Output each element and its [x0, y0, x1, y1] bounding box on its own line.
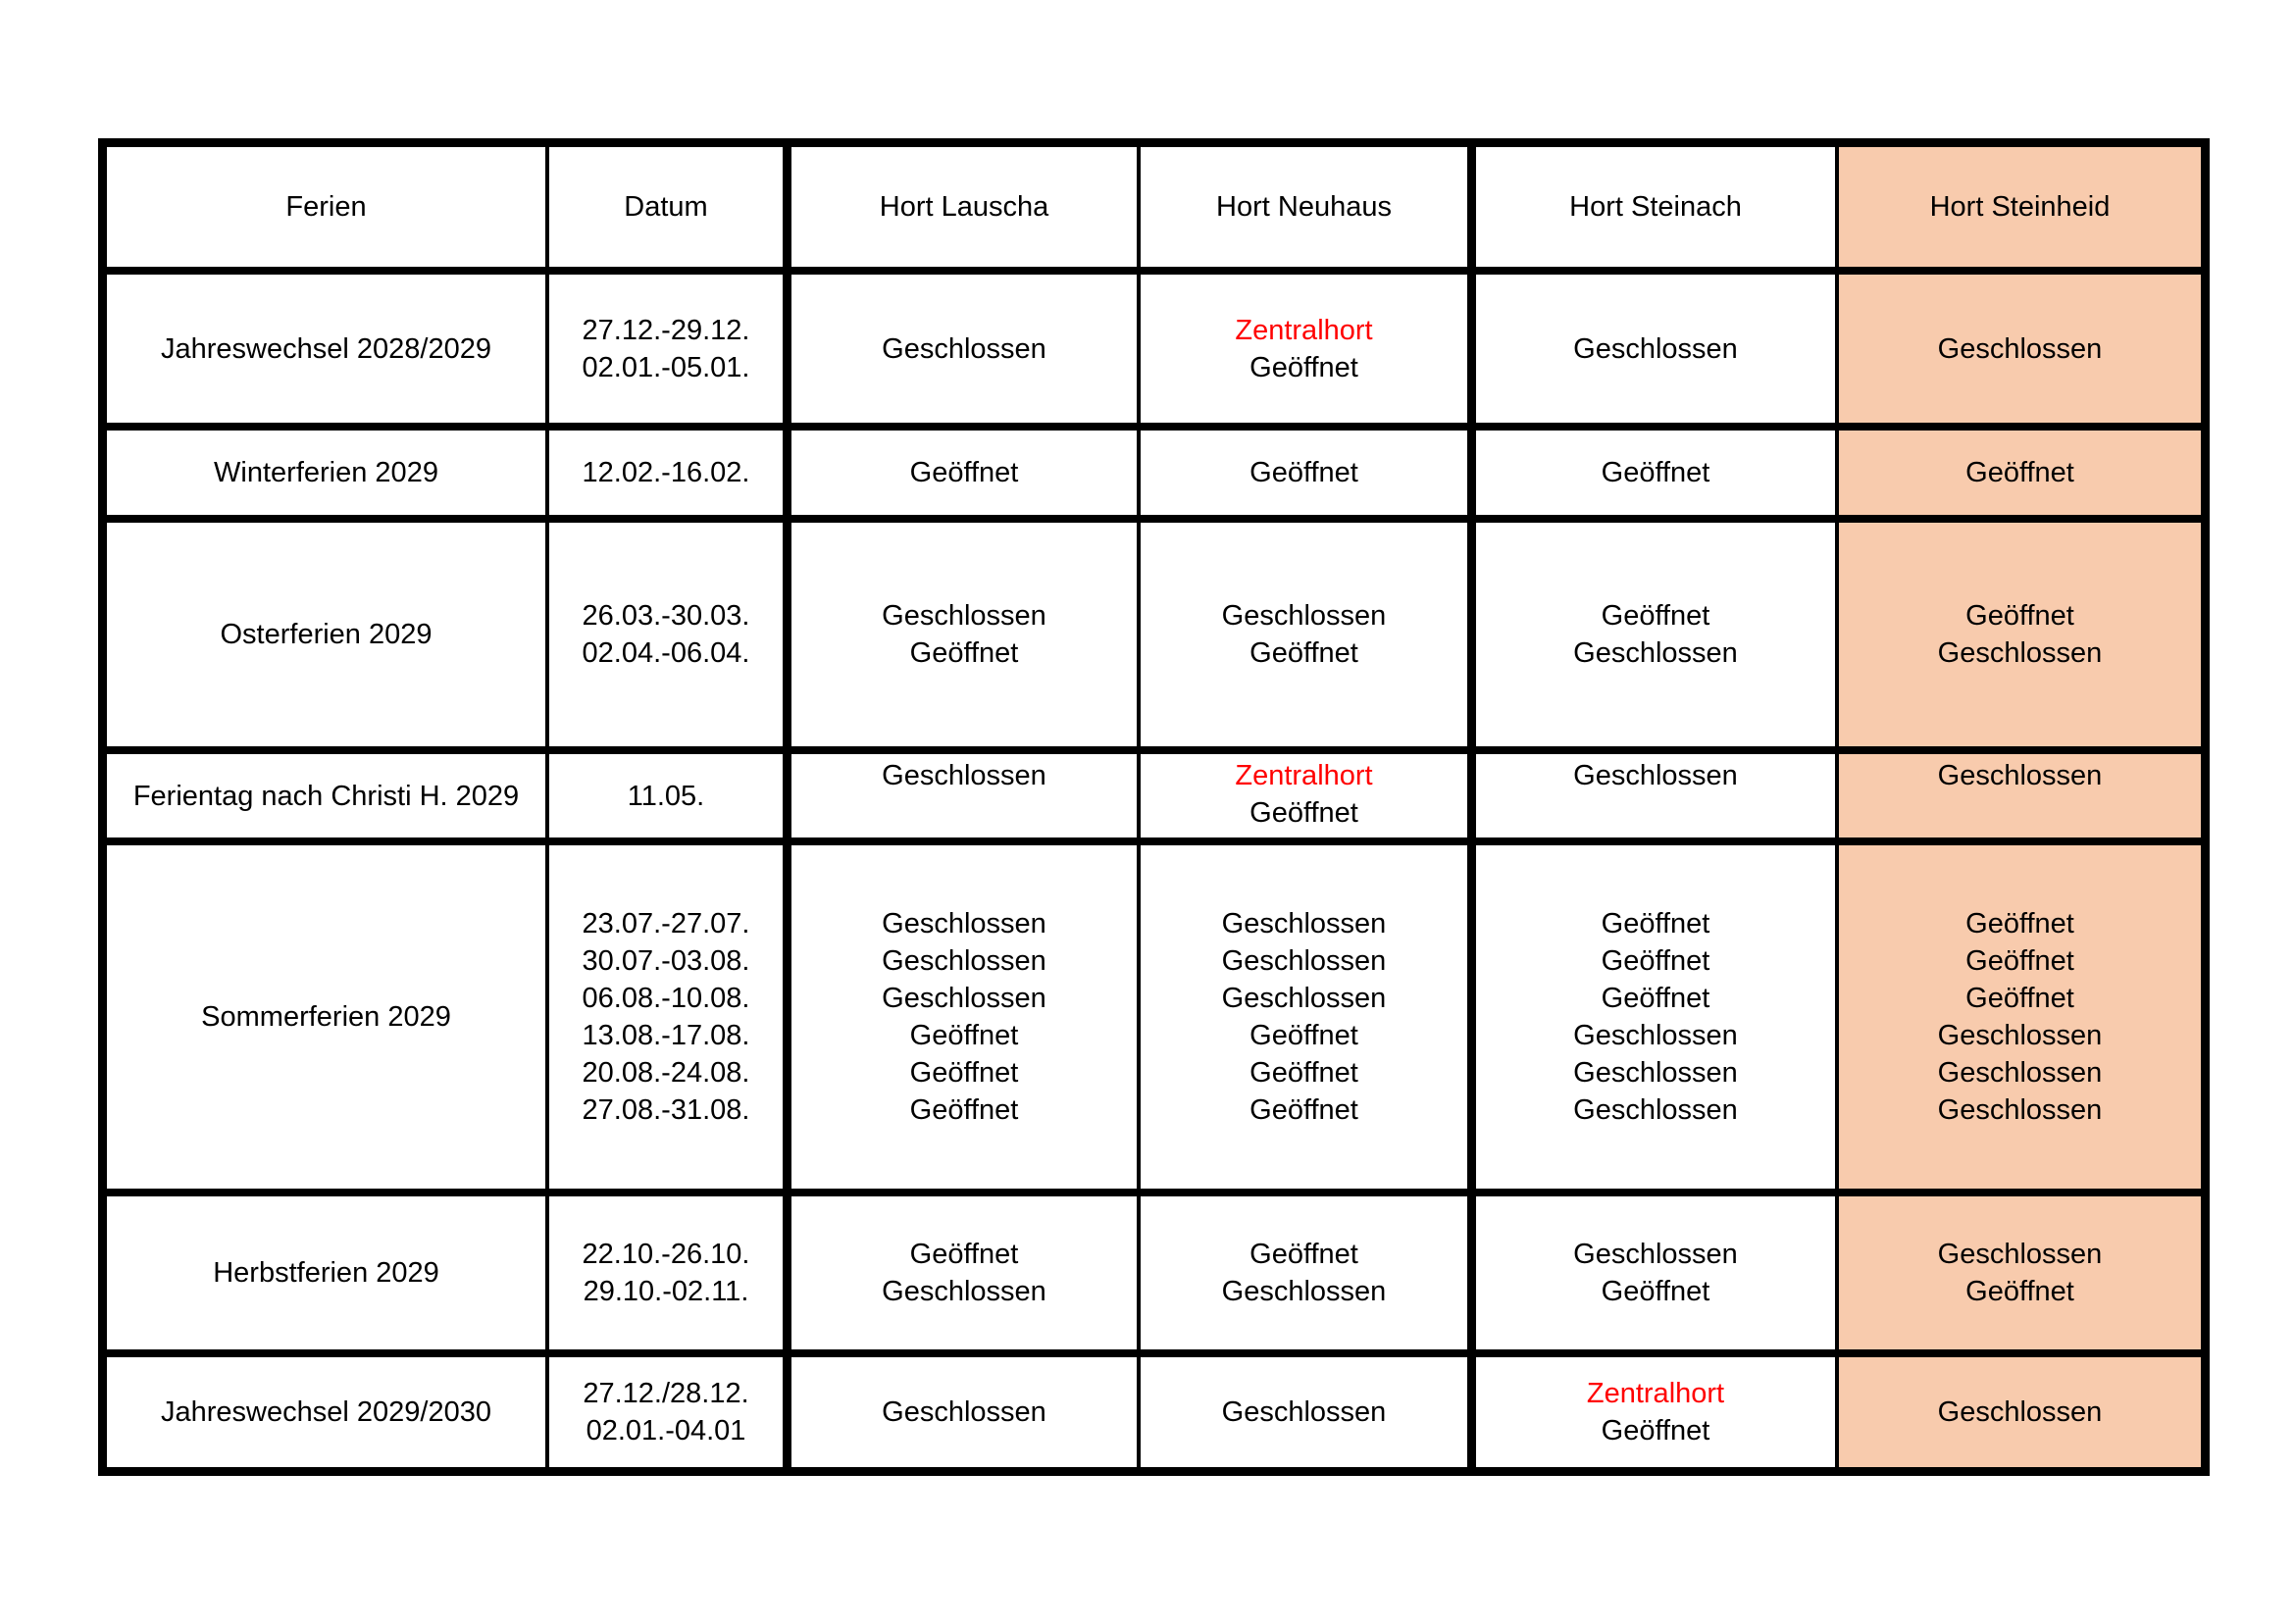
- cell-hort-steinach: [1476, 523, 1839, 754]
- cell-hort-steinach: [1476, 1196, 1839, 1357]
- cell-hort-lauscha: [791, 1357, 1141, 1467]
- status-line: Geöffnet: [909, 1020, 1019, 1051]
- cell-hort-lauscha: [791, 431, 1141, 523]
- cell-hort-steinach: [1476, 431, 1839, 523]
- cell-hort-steinheid: [1839, 275, 2201, 431]
- cell-hort-lauscha: [791, 1196, 1141, 1357]
- cell-hort-steinach: [1476, 1357, 1839, 1467]
- ferien-label: Jahreswechsel 2028/2029: [161, 332, 491, 365]
- column-header-hort-steinach: [1476, 147, 1839, 275]
- column-header-ferien: [107, 147, 549, 275]
- cell-datum: [549, 431, 791, 523]
- cell-hort-lauscha: [791, 275, 1141, 431]
- status-line: Geöffnet: [1601, 600, 1710, 632]
- status-line: Geschlossen: [1937, 1020, 2103, 1051]
- status-line: Geöffnet: [1601, 1276, 1710, 1307]
- datum-line: 13.08.-17.08.: [582, 1020, 750, 1051]
- cell-hort-steinach: [1476, 845, 1839, 1196]
- status-line: Geschlossen: [1573, 1239, 1738, 1270]
- datum-line: 06.08.-10.08.: [582, 983, 750, 1014]
- status-line: Geöffnet: [1965, 457, 2074, 488]
- cell-ferien: [107, 1196, 549, 1357]
- cell-hort-neuhaus: [1141, 431, 1476, 523]
- ferien-label: Ferientag nach Christi H. 2029: [132, 780, 520, 812]
- status-line: Geöffnet: [1601, 983, 1710, 1014]
- status-line: Geschlossen: [882, 332, 1046, 365]
- column-header-hort-steinheid: [1839, 147, 2201, 275]
- column-header-label: Hort Steinheid: [1929, 191, 2111, 223]
- cell-ferien: [107, 845, 549, 1196]
- status-line: Geschlossen: [1221, 1396, 1387, 1428]
- datum-line: 27.08.-31.08.: [582, 1094, 750, 1126]
- status-line: Geschlossen: [882, 760, 1046, 791]
- column-header-datum: [549, 147, 791, 275]
- cell-hort-steinheid: [1839, 1357, 2201, 1467]
- status-line: Geöffnet: [1965, 983, 2074, 1014]
- cell-hort-lauscha: [791, 845, 1141, 1196]
- status-line: Geöffnet: [1249, 1020, 1358, 1051]
- status-line-zentralhort: Zentralhort: [1235, 760, 1373, 791]
- status-line: Geschlossen: [1573, 637, 1738, 669]
- status-line: Geöffnet: [909, 637, 1019, 669]
- cell-hort-neuhaus: [1141, 754, 1476, 845]
- status-line: Geschlossen: [882, 600, 1046, 632]
- ferien-label: Winterferien 2029: [214, 457, 438, 488]
- cell-hort-lauscha: [791, 523, 1141, 754]
- status-line: Geschlossen: [882, 908, 1046, 939]
- status-line: Geschlossen: [1573, 760, 1738, 791]
- status-line: Geschlossen: [1573, 1057, 1738, 1089]
- column-header-label: Ferien: [285, 191, 367, 223]
- datum-line: 27.12.-29.12.: [582, 314, 750, 346]
- status-line: Geschlossen: [1221, 1276, 1387, 1307]
- status-line: Geschlossen: [1937, 1396, 2103, 1428]
- datum-line: 20.08.-24.08.: [582, 1057, 750, 1089]
- cell-datum: [549, 845, 791, 1196]
- cell-hort-steinach: [1476, 754, 1839, 845]
- datum-line: 29.10.-02.11.: [583, 1276, 749, 1307]
- ferien-label: Osterferien 2029: [220, 619, 433, 650]
- cell-datum: [549, 1357, 791, 1467]
- status-line: Geschlossen: [1937, 1239, 2103, 1270]
- datum-line: 26.03.-30.03.: [582, 600, 750, 632]
- status-line: Geöffnet: [1601, 908, 1710, 939]
- status-line: Geschlossen: [1221, 908, 1387, 939]
- column-header-label: Hort Steinach: [1569, 191, 1742, 223]
- status-line: Geöffnet: [1601, 1415, 1710, 1446]
- status-line: Geöffnet: [1249, 797, 1358, 829]
- status-line: Geöffnet: [1249, 1239, 1358, 1270]
- column-header-hort-lauscha: [791, 147, 1141, 275]
- datum-line: 02.01.-05.01.: [582, 351, 750, 383]
- cell-hort-neuhaus: [1141, 1196, 1476, 1357]
- status-line: Geöffnet: [909, 457, 1019, 488]
- status-line: Geöffnet: [909, 1094, 1019, 1126]
- ferien-label: Herbstferien 2029: [213, 1257, 439, 1289]
- cell-hort-steinheid: [1839, 1196, 2201, 1357]
- cell-datum: [549, 275, 791, 431]
- status-line: Geöffnet: [1965, 945, 2074, 977]
- status-line: Geschlossen: [882, 983, 1046, 1014]
- cell-datum: [549, 1196, 791, 1357]
- status-line: Geschlossen: [1937, 332, 2103, 365]
- status-line: Geöffnet: [1249, 1094, 1358, 1126]
- cell-hort-steinheid: [1839, 754, 2201, 845]
- status-line: Geschlossen: [1221, 983, 1387, 1014]
- cell-hort-steinheid: [1839, 845, 2201, 1196]
- status-line: Geschlossen: [1221, 600, 1387, 632]
- status-line: Geöffnet: [1965, 1276, 2074, 1307]
- cell-hort-steinheid: [1839, 523, 2201, 754]
- datum-line: 27.12./28.12.: [583, 1378, 749, 1409]
- cell-ferien: [107, 275, 549, 431]
- cell-hort-neuhaus: [1141, 523, 1476, 754]
- status-line: Geschlossen: [1573, 1020, 1738, 1051]
- datum-line: 22.10.-26.10.: [582, 1239, 750, 1270]
- status-line: Geöffnet: [1249, 457, 1358, 488]
- cell-ferien: [107, 523, 549, 754]
- status-line: Geschlossen: [1937, 1094, 2103, 1126]
- status-line: Geöffnet: [909, 1057, 1019, 1089]
- status-line: Geschlossen: [1937, 1057, 2103, 1089]
- cell-hort-neuhaus: [1141, 1357, 1476, 1467]
- cell-hort-steinach: [1476, 275, 1839, 431]
- cell-hort-lauscha: [791, 754, 1141, 845]
- status-line: Geöffnet: [1249, 351, 1358, 383]
- status-line: Geöffnet: [1601, 945, 1710, 977]
- status-line-zentralhort: Zentralhort: [1586, 1378, 1725, 1409]
- column-header-label: Hort Lauscha: [879, 191, 1049, 223]
- datum-line: 30.07.-03.08.: [582, 945, 750, 977]
- datum-line: 23.07.-27.07.: [582, 908, 750, 939]
- status-line-zentralhort: Zentralhort: [1235, 314, 1373, 346]
- status-line: Geschlossen: [882, 1276, 1046, 1307]
- status-line: Geschlossen: [882, 1396, 1046, 1428]
- cell-hort-neuhaus: [1141, 275, 1476, 431]
- hort-ferien-schedule-table: [98, 138, 2210, 1476]
- column-header-hort-neuhaus: [1141, 147, 1476, 275]
- column-header-label: Datum: [624, 191, 708, 223]
- status-line: Geöffnet: [909, 1239, 1019, 1270]
- status-line: Geöffnet: [1249, 637, 1358, 669]
- status-line: Geschlossen: [1937, 760, 2103, 791]
- status-line: Geöffnet: [1965, 600, 2074, 632]
- datum-line: 11.05.: [627, 780, 705, 812]
- cell-hort-neuhaus: [1141, 845, 1476, 1196]
- cell-ferien: [107, 754, 549, 845]
- status-line: Geöffnet: [1601, 457, 1710, 488]
- status-line: Geschlossen: [1937, 637, 2103, 669]
- ferien-label: Sommerferien 2029: [201, 1001, 451, 1033]
- status-line: Geschlossen: [1573, 332, 1738, 365]
- datum-line: 02.04.-06.04.: [582, 637, 750, 669]
- ferien-label: Jahreswechsel 2029/2030: [161, 1396, 491, 1428]
- status-line: Geschlossen: [1573, 1094, 1738, 1126]
- status-line: Geöffnet: [1249, 1057, 1358, 1089]
- cell-datum: [549, 754, 791, 845]
- cell-ferien: [107, 1357, 549, 1467]
- datum-line: 12.02.-16.02.: [582, 457, 750, 488]
- status-line: Geschlossen: [882, 945, 1046, 977]
- column-header-label: Hort Neuhaus: [1216, 191, 1392, 223]
- cell-hort-steinheid: [1839, 431, 2201, 523]
- status-line: Geöffnet: [1965, 908, 2074, 939]
- datum-line: 02.01.-04.01: [586, 1415, 746, 1446]
- cell-ferien: [107, 431, 549, 523]
- status-line: Geschlossen: [1221, 945, 1387, 977]
- cell-datum: [549, 523, 791, 754]
